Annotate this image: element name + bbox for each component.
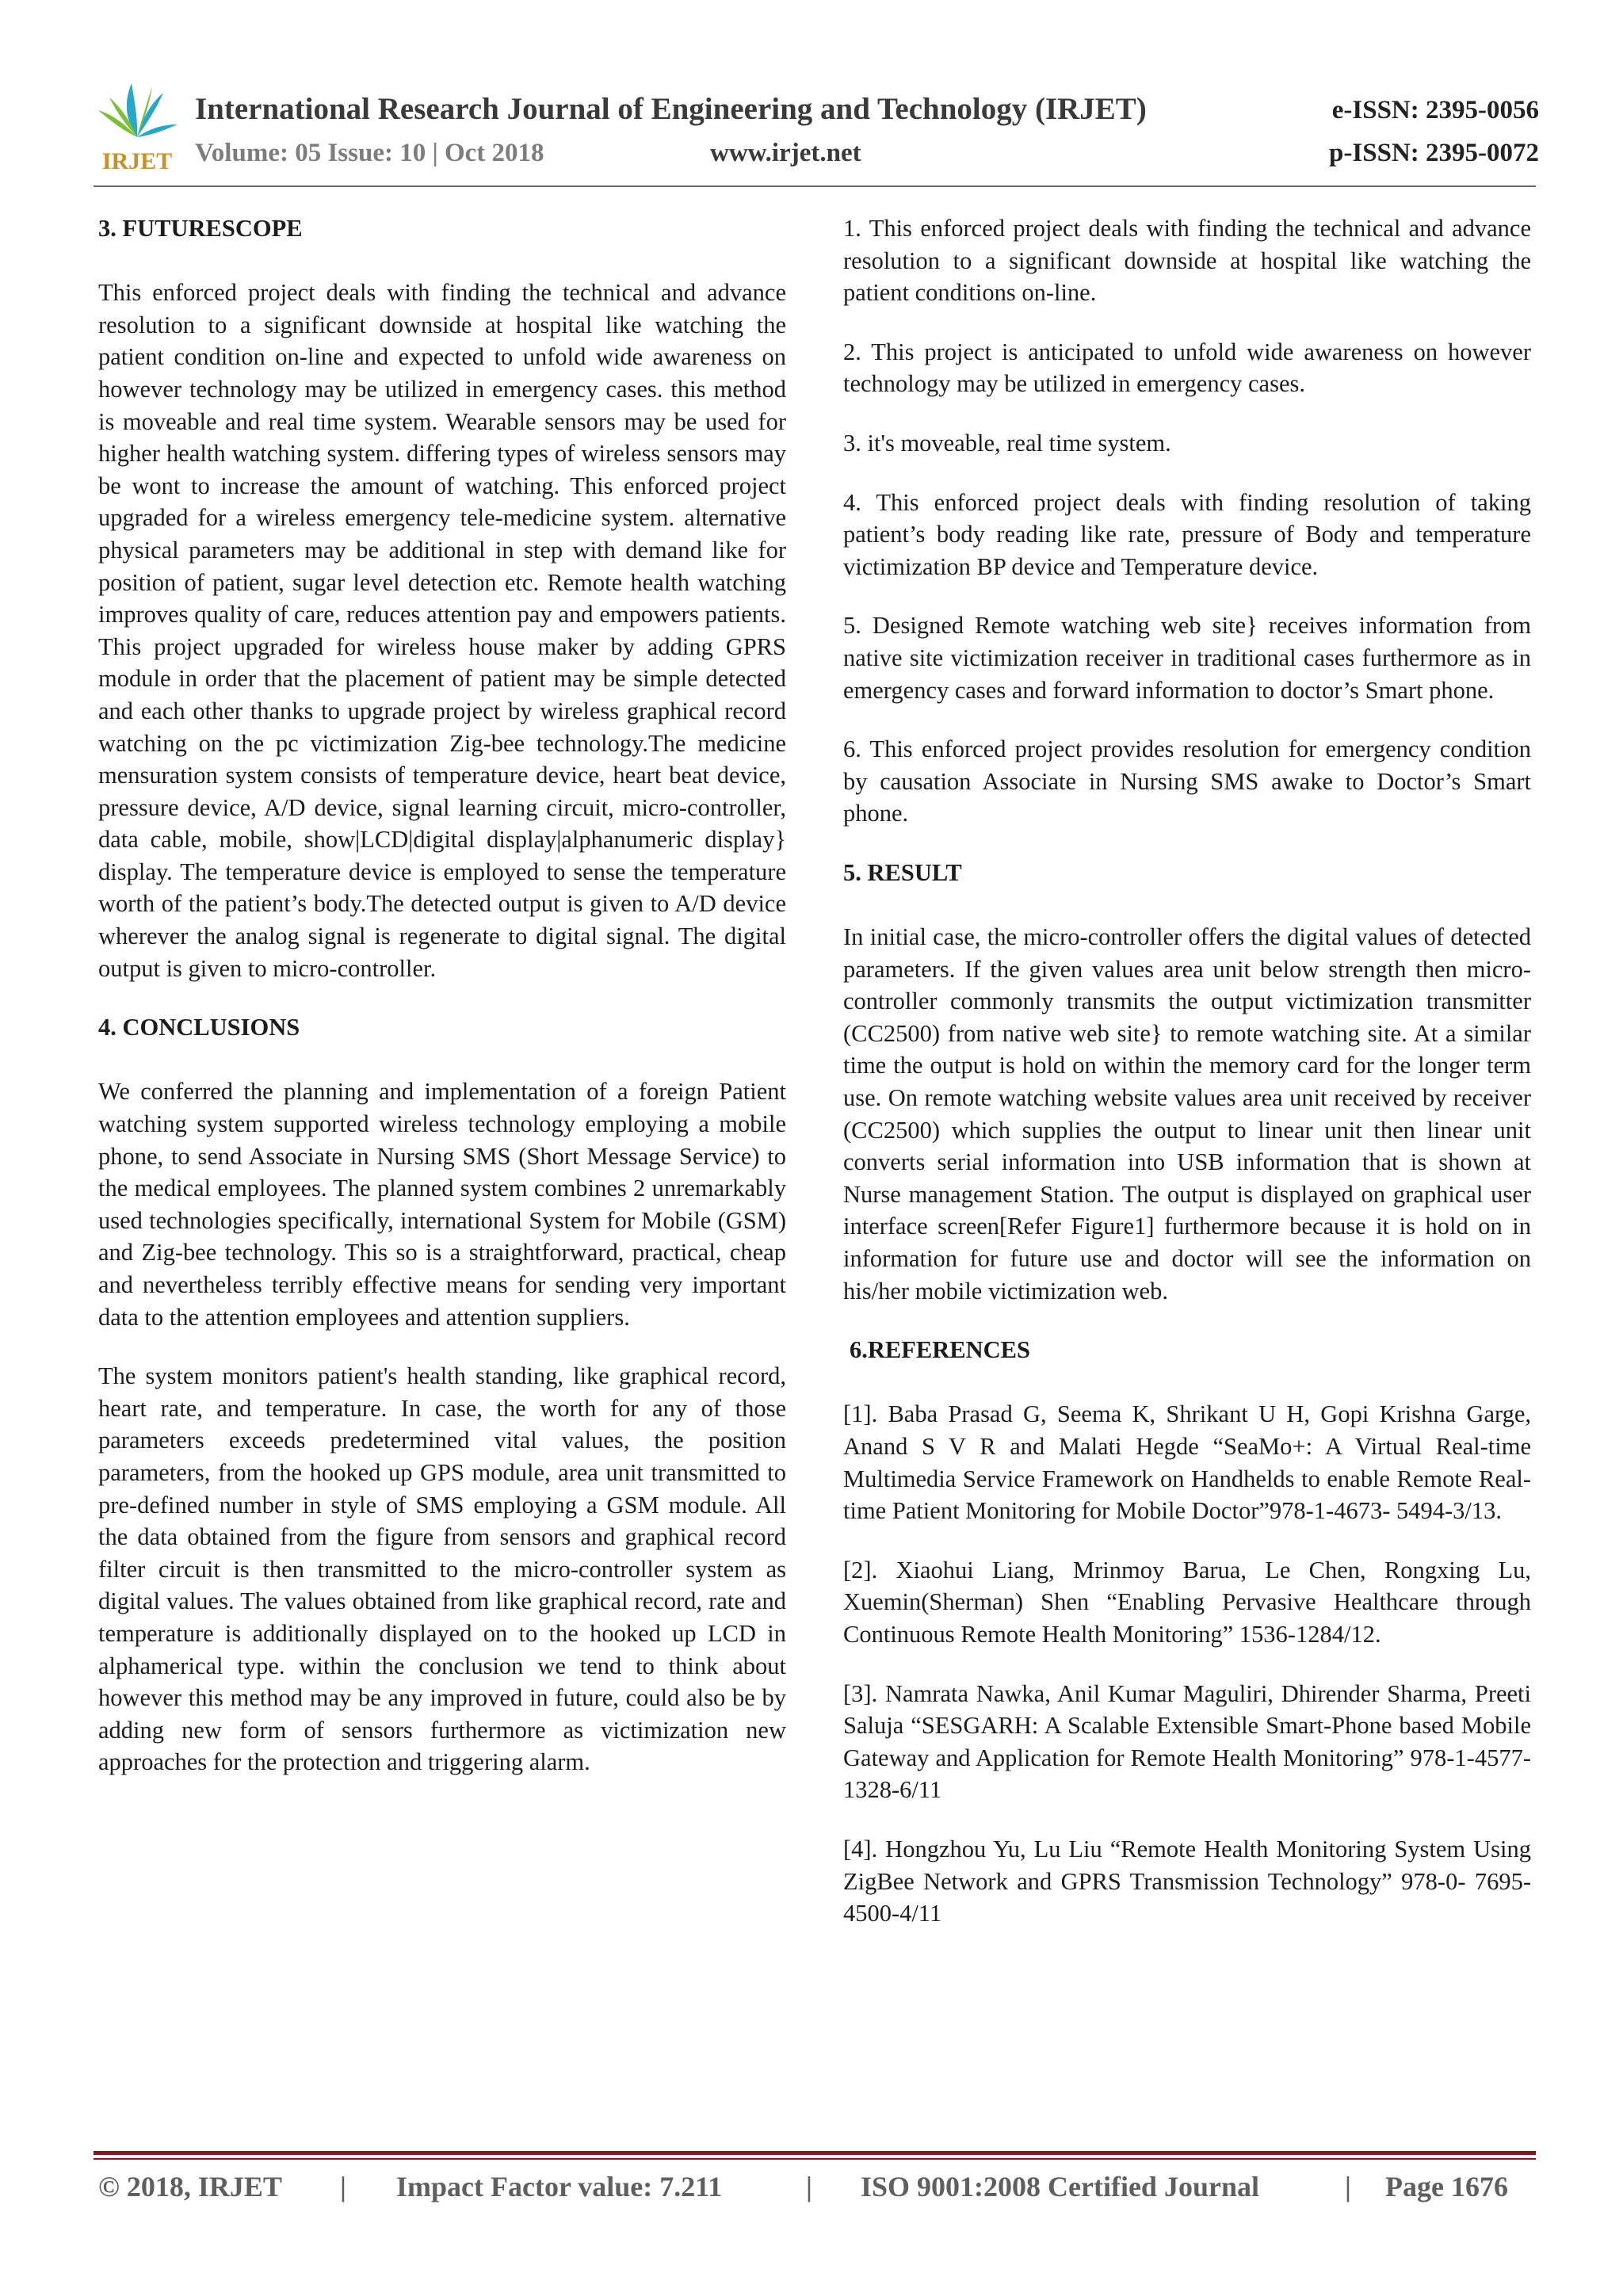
reference-item: [1]. Baba Prasad G, Seema K, Shrikant U H, Gopi Krishna Garge, Anand S V R and Malati Hegde “SeaMo+: A Virtual Real-time Multimedia Service Framework on Handhelds to enable Remote Real-time Patient Monitoring for Mobile Doctor”978-1-4673- 5494-3/13. <box>843 1400 1531 1525</box>
futurescope-point: 1. This enforced project deals with finding the technical and advance resolution to a significant downside at hospital like watching the patient conditions on-line. <box>843 215 1531 307</box>
header-divider <box>94 185 1536 187</box>
result-heading: 5. RESULT <box>843 858 962 886</box>
footer-separator: | <box>340 2171 346 2202</box>
footer-copyright: © 2018, IRJET <box>98 2171 282 2202</box>
futurescope-point: 4. This enforced project deals with finding resolution of taking patient’s body reading like rate, pressure of Body and temperature victimization BP device and Temperature device. <box>843 488 1531 580</box>
reference-item: [2]. Xiaohui Liang, Mrinmoy Barua, Le Chen, Rongxing Lu, Xuemin(Sherman) Shen “Enabling Pervasive Healthcare through Continuous Remote Health Monitoring” 1536-1284/12. <box>843 1556 1531 1648</box>
footer-impact-factor: Impact Factor value: 7.211 <box>396 2171 723 2202</box>
futurescope-point: 5. Designed Remote watching web site} receives information from native site victimization receiver in traditional cases furthermore as in emergency cases and forward information to doctor’s Smart phone. <box>843 612 1531 704</box>
journal-website-link[interactable]: www.irjet.net <box>710 139 861 167</box>
footer-separator: | <box>1345 2171 1351 2202</box>
page-header <box>94 75 1539 182</box>
left-column <box>98 212 786 1778</box>
footer-separator: | <box>806 2171 812 2202</box>
journal-title: International Research Journal of Engineering and Technology (IRJET) <box>195 92 1147 126</box>
futurescope-point: 2. This project is anticipated to unfold wide awareness on however technology may be utilized in emergency cases. <box>843 338 1531 398</box>
page-footer <box>98 2170 1536 2210</box>
e-issn: e-ISSN: 2395-0056 <box>1331 96 1539 124</box>
volume-issue: Volume: 05 Issue: 10 | Oct 2018 <box>195 139 544 167</box>
reference-item: [3]. Namrata Nawka, Anil Kumar Maguliri, Dhirender Sharma, Preeti Saluja “SESGARH: A Scalable Extensible Smart-Phone based Mobile Gateway and Application for Remote Health Monitoring” 978-1-4577-1328-6/11 <box>843 1679 1531 1804</box>
irjet-logo-icon <box>94 75 181 174</box>
right-column <box>843 212 1531 1930</box>
conclusions-heading: 4. CONCLUSIONS <box>98 1014 300 1041</box>
conclusions-paragraph-2: The system monitors patient's health standing, like graphical record, heart rate, and temperature. In case, the worth for any of those parameters exceeds predetermined vital values, the position parameters, from the hooked up GPS module, area unit transmitted to pre-defined number in style of SMS employing a GSM module. All the data obtained from the figure from sensors and graphical record filter circuit is then transmitted to the micro-controller system as digital values. The values obtained from like graphical record, rate and temperature is additionally displayed on to the hooked up LCD in alphamerical type. within the conclusion we tend to think about however this method may be any improved in future, could also be by adding new form of sensors furthermore as victimization new approaches for the protection and triggering alarm. <box>98 1362 786 1776</box>
futurescope-heading: 3. FUTURESCOPE <box>98 215 303 242</box>
logo-text: IRJET <box>101 148 173 174</box>
futurescope-paragraph: This enforced project deals with finding the technical and advance resolution to a significant downside at hospital like watching the patient condition on-line and expected to unfold wide awareness on however technology may be utilized in emergency cases. this method is moveable and real time system. Wearable sensors may be used for higher health watching system. differing types of wireless sensors may be wont to increase the amount of watching. This enforced project upgraded for a wireless emergency tele-medicine system. alternative physical parameters may be additional in step with demand like for position of patient, sugar level detection etc. Remote health watching improves quality of care, reduces attention pay and empowers patients. This project upgraded for wireless house maker by adding GPRS module in order that the placement of patient may be simple detected and each other thanks to upgrade project by wireless graphical record watching on the pc victimization Zig-bee technology.The medicine mensuration system consists of temperature device, heart beat device, pressure device, A/D device, signal learning circuit, micro-controller, data cable, mobile, show|LCD|digital display|alphanumeric display} display. The temperature device is employed to sense the temperature worth of the patient’s body.The detected output is given to A/D device wherever the analog signal is regenerate to digital signal. The digital output is given to micro-controller. <box>98 279 786 982</box>
futurescope-point: 3. it's moveable, real time system. <box>843 429 1171 457</box>
footer-divider-thick <box>94 2151 1536 2155</box>
result-paragraph: In initial case, the micro-controller offers the digital values of detected parameters. If the given values area unit below strength then micro-controller commonly transmits the output victimization transmitter (CC2500) from native web site} to remote watching site. At a similar time the output is hold on within the memory card for the longer term use. On remote watching website values area unit received by receiver (CC2500) which supplies the output to linear unit then linear unit converts serial information into USB information that is shown at Nurse management Station. The output is displayed on graphical user interface screen[Refer Figure1] furthermore because it is hold on in information for future use and doctor will see the information on his/her mobile victimization web. <box>843 923 1531 1305</box>
reference-item: [4]. Hongzhou Yu, Lu Liu “Remote Health Monitoring System Using ZigBee Network and GPRS Transmission Technology” 978-0- 7695-4500-4/11 <box>843 1835 1531 1927</box>
conclusions-paragraph-1: We conferred the planning and implementation of a foreign Patient watching system supported wireless technology employing a mobile phone, to send Associate in Nursing SMS (Short Message Service) to the medical employees. The planned system combines 2 unremarkably used technologies specifically, international System for Mobile (GSM) and Zig-bee technology. This so is a straightforward, practical, cheap and nevertheless terribly effective means for sending very important data to the attention employees and attention suppliers. <box>98 1078 786 1331</box>
footer-iso: ISO 9001:2008 Certified Journal <box>861 2171 1259 2202</box>
references-heading: 6.REFERENCES <box>850 1336 1030 1364</box>
futurescope-point: 6. This enforced project provides resolution for emergency condition by causation Associate in Nursing SMS awake to Doctor’s Smart phone. <box>843 735 1531 827</box>
footer-page-number: Page 1676 <box>1385 2171 1508 2202</box>
footer-divider-thin <box>94 2158 1536 2160</box>
p-issn: p-ISSN: 2395-0072 <box>1329 139 1539 167</box>
